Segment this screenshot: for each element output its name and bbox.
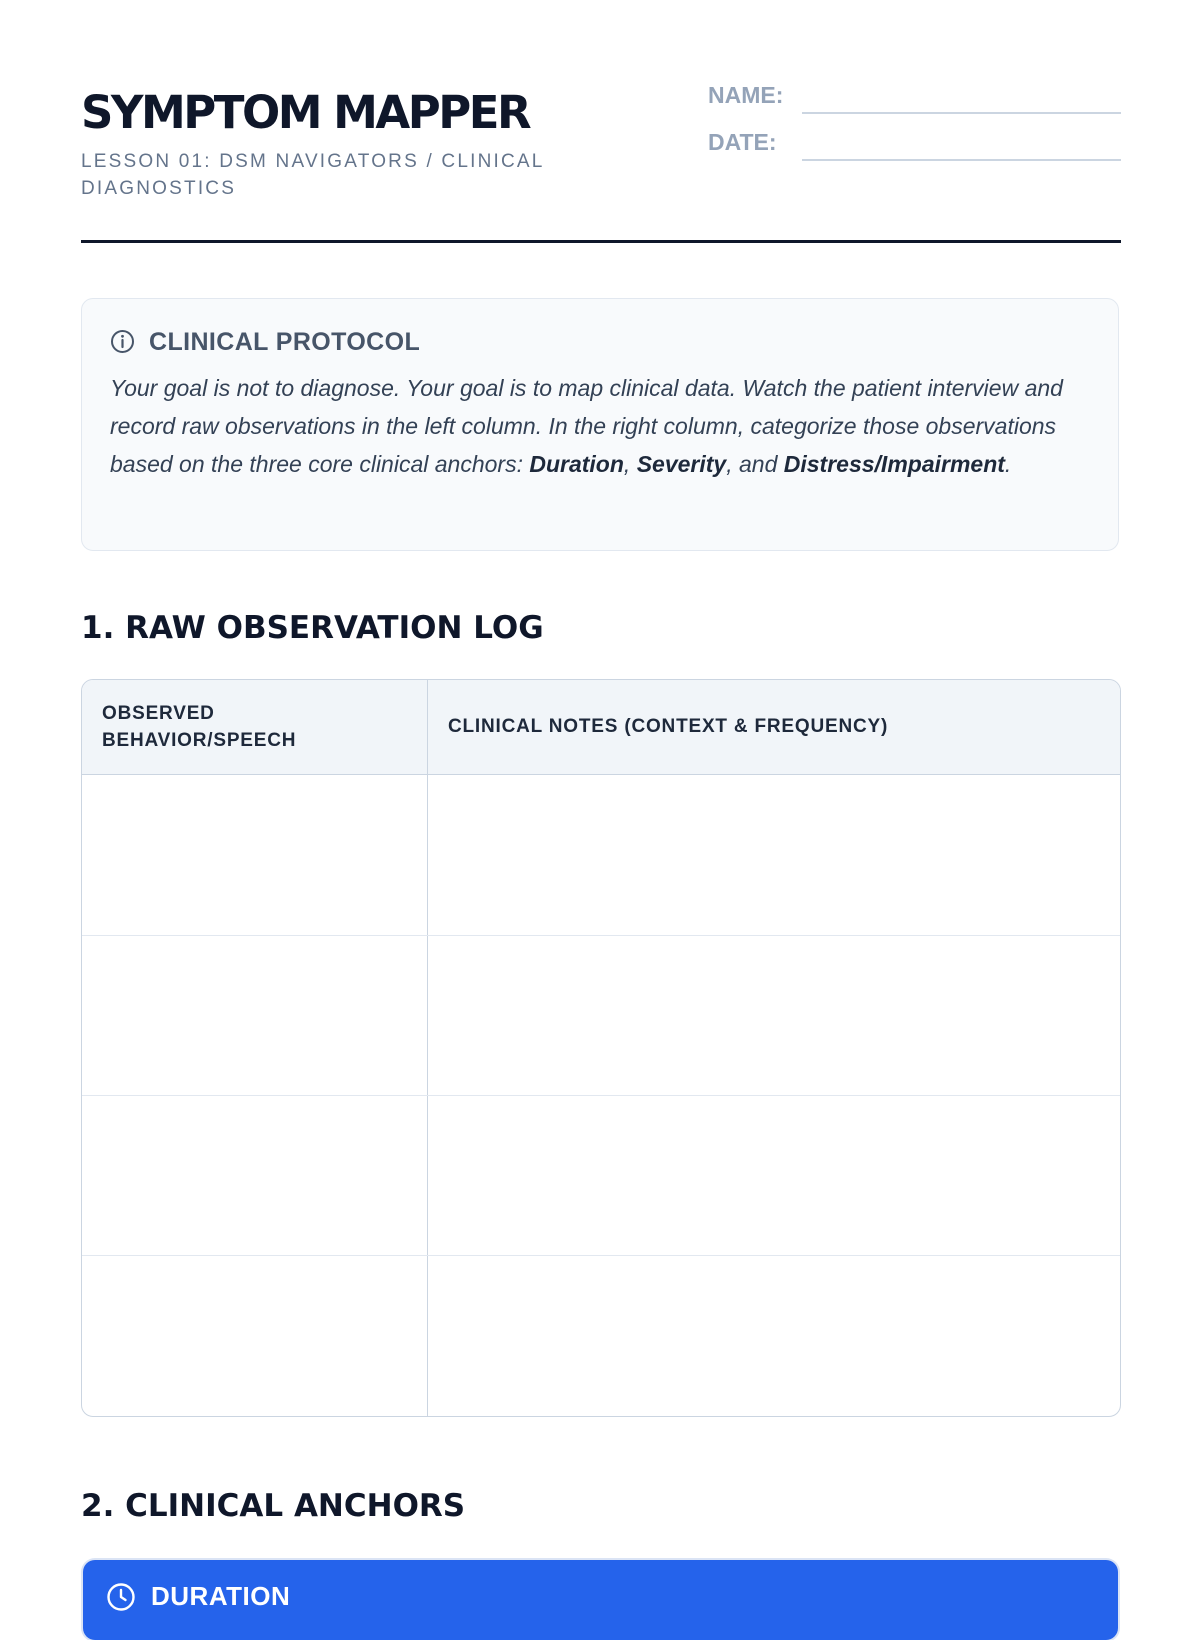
header-divider [81,240,1121,243]
clinical-protocol-box [81,298,1119,551]
anchor-duration-term: Duration [529,451,624,477]
name-input-line[interactable] [802,112,1121,114]
separator-1: , [623,451,637,477]
clock-icon [106,1582,136,1612]
column-header-observed: OBSERVED BEHAVIOR/SPEECH [102,703,297,751]
name-field[interactable] [708,82,1121,118]
anchor-card-duration [83,1560,1118,1640]
section-heading-observation-log: 1. RAW OBSERVATION LOG [81,610,544,646]
page-title: SYMPTOM MAPPER [81,86,530,139]
table-cell-observed-1[interactable] [82,775,427,935]
table-cell-observed-4[interactable] [82,1256,427,1416]
anchor-severity-term: Severity [636,451,727,477]
table-cell-notes-1[interactable] [428,775,1120,935]
section-heading-clinical-anchors: 2. CLINICAL ANCHORS [81,1488,466,1524]
date-label: DATE: [708,129,777,155]
protocol-end-text: . [1004,451,1012,477]
date-field[interactable] [708,129,1121,165]
column-header-notes: CLINICAL NOTES (CONTEXT & FREQUENCY) [448,716,889,737]
separator-2: , and [726,451,784,477]
worksheet-header [81,80,1121,242]
info-icon [110,329,135,354]
table-cell-notes-3[interactable] [428,1096,1120,1255]
name-label: NAME: [708,82,784,108]
table-cell-notes-2[interactable] [428,936,1120,1095]
table-cell-observed-2[interactable] [82,936,427,1095]
protocol-instructions [110,369,1095,483]
protocol-lead-text: Your goal is not to diagnose. Your goal is to map clinical data. Watch the patient interview and record raw observations in the left column. In the right column, categorize those observations based on the three core clinical anchors: [110,375,1063,477]
protocol-title: CLINICAL PROTOCOL [149,328,421,356]
date-input-line[interactable] [802,159,1121,161]
anchor-card-title: DURATION [151,1581,291,1611]
table-cell-observed-3[interactable] [82,1096,427,1255]
anchor-distress-term: Distress/Impairment [783,451,1005,477]
observation-log-table [81,679,1121,1417]
table-header [82,680,1120,775]
lesson-subtitle: LESSON 01: DSM NAVIGATORS / CLINICAL DIAGNOSTICS [81,151,544,199]
table-cell-notes-4[interactable] [428,1256,1120,1416]
